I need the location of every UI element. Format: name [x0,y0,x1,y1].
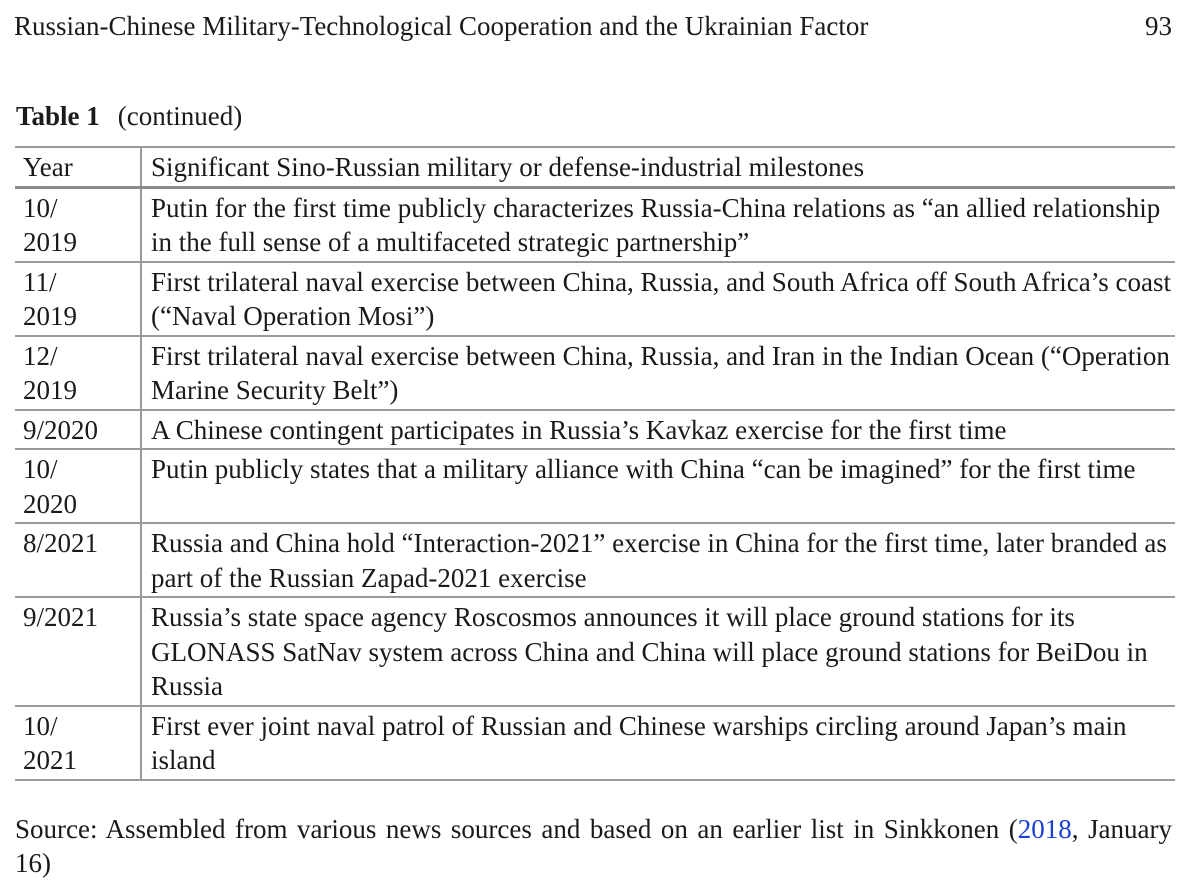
year-text: 9/2021 [23,602,99,632]
milestone-cell: First trilateral naval exercise between China, Russia, and South Africa off South Africa’s coast (“Naval Operation Mosi”) [141,262,1175,336]
year-cell [15,410,141,450]
milestone-cell: Putin publicly states that a military alliance with China “can be imagined” for the first time [141,449,1175,523]
year-text: 2019 [23,301,77,331]
table-continued-note: (continued) [117,101,243,131]
year-cell [15,597,141,706]
table-row [15,187,1175,262]
year-text: 2021 [23,745,77,775]
year-cell [15,706,141,780]
milestone-cell: Russia and China hold “Interaction-2021” exercise in China for the first time, later branded as part of the Russian Zapad-2021 exercise [141,523,1175,597]
running-title: Russian-Chinese Military-Technological Cooperation and the Ukrainian Factor [14,11,869,41]
page-number: 93 [1145,11,1172,41]
milestone-cell: Putin for the first time publicly characterizes Russia-China relations as “an allied relationship in the full sense of a multifaceted strategic partnership” [141,187,1175,262]
table-row [15,523,1175,597]
header-milestone: Significant Sino-Russian military or defense-industrial milestones [141,147,1175,187]
year-text: 11/ [23,266,57,297]
year-text: 2019 [23,375,77,405]
table-row [15,449,1175,523]
table-header-row [15,147,1175,187]
year-text: 10/ [23,192,58,223]
source-note [15,812,1172,880]
year-text: 9/2020 [23,414,99,445]
table-row [15,706,1175,780]
header-year: Year [15,147,141,187]
year-text: 8/2021 [23,528,99,558]
milestone-cell: Russia’s state space agency Roscosmos announces it will place ground stations for its GLONASS SatNav system across China and China will place ground stations for BeiDou in Russia [141,597,1175,706]
table-label: Table 1 [16,101,100,131]
milestone-cell: First trilateral naval exercise between China, Russia, and Iran in the Indian Ocean (“Operation Marine Security Belt”) [141,336,1175,410]
running-head [14,9,1172,43]
year-cell [15,187,141,262]
year-cell [15,262,141,336]
milestones-table [15,146,1175,781]
year-text: 10/ [23,454,58,484]
milestone-cell: First ever joint naval patrol of Russian and Chinese warships circling around Japan’s main island [141,706,1175,780]
source-suffix: , January 16) [15,814,1172,878]
year-text: 2020 [23,488,77,519]
year-text: 10/ [23,710,58,741]
citation-link[interactable]: 2018 [1017,814,1072,844]
year-cell [15,449,141,523]
source-prefix: Source: Assembled from various news sources and based on an earlier list in Sinkkonen ( [15,814,1018,844]
year-text: 12/ [23,340,58,371]
year-cell [15,336,141,410]
table-row [15,336,1175,410]
table-row [15,410,1175,450]
milestone-cell: A Chinese contingent participates in Russia’s Kavkaz exercise for the first time [141,410,1175,450]
table-caption [16,99,242,133]
year-cell [15,523,141,597]
table-row [15,597,1175,706]
year-text: 2019 [23,227,77,257]
table-body [15,187,1175,780]
table-row [15,262,1175,336]
